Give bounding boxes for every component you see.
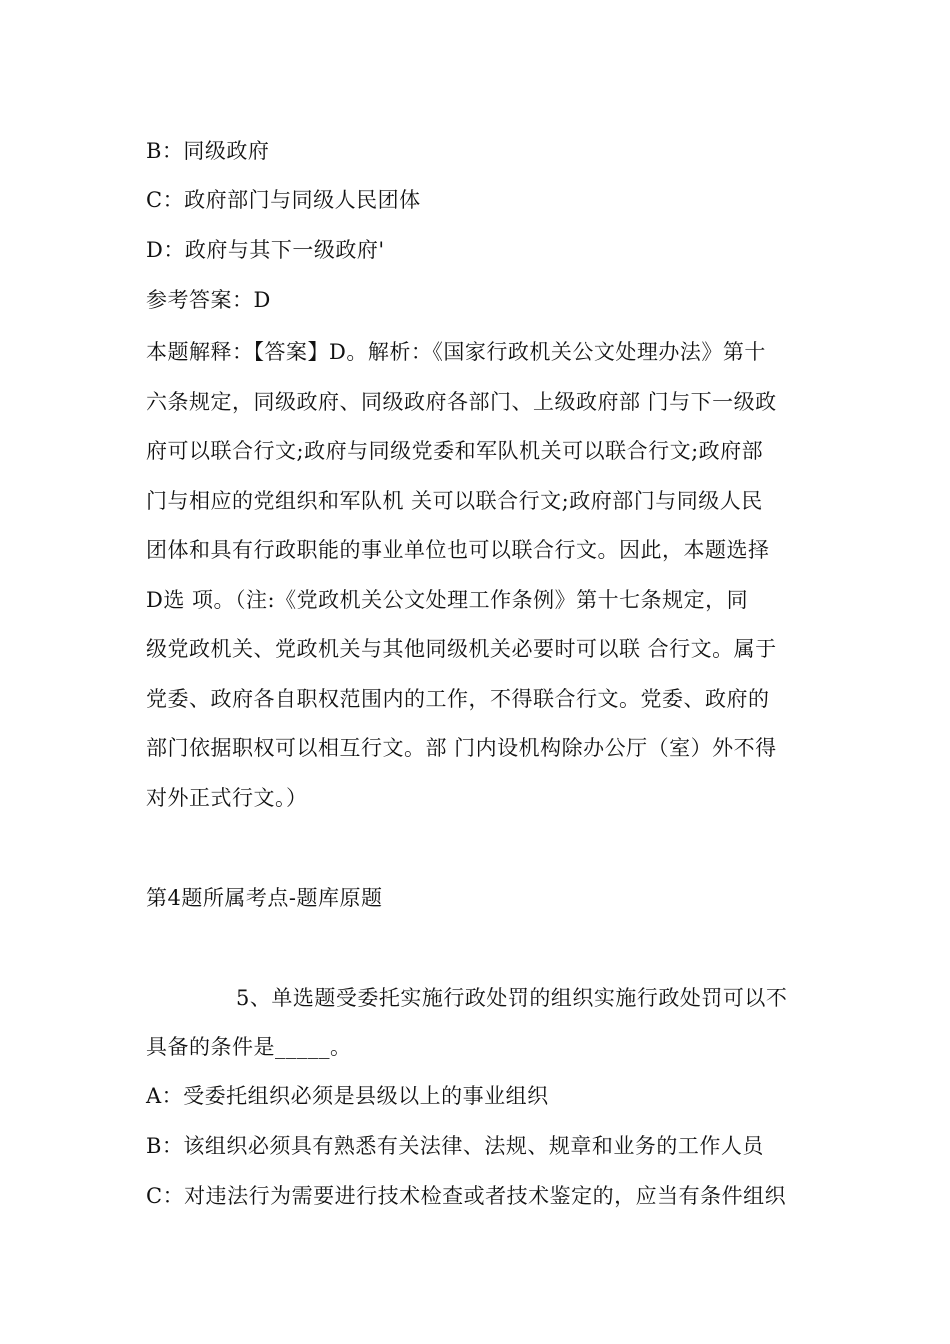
q4-option-c: C：政府部门与同级人民团体	[146, 188, 421, 212]
q5-question-line2: 具备的条件是_____。	[146, 1035, 352, 1059]
q5-question-line1: 5、单选题受委托实施行政处罚的组织实施行政处罚可以不	[236, 986, 788, 1010]
q5-option-b: B：该组织必须具有熟悉有关法律、法规、规章和业务的工作人员	[146, 1134, 764, 1158]
explanation-line: 部门依据职权可以相互行文。部 门内设机构除办公厅（室）外不得	[146, 736, 777, 760]
explanation-line: D选 项。（注:《党政机关公文处理工作条例》第十七条规定，同	[146, 587, 749, 612]
explanation-line: 门与相应的党组织和军队机 关可以联合行文;政府部门与同级人民	[146, 488, 763, 513]
q4-topic: 第4题所属考点-题库原题	[146, 886, 383, 910]
q4-option-d: D：政府与其下一级政府'	[146, 238, 385, 262]
explanation-line: 党委、政府各自职权范围内的工作，不得联合行文。党委、政府的	[146, 686, 770, 711]
explanation-line: 本题解释：【答案】D。解析：《国家行政机关公文处理办法》第十	[146, 340, 766, 364]
explanation-line: 级党政机关、党政机关与其他同级机关必要时可以联 合行文。属于	[146, 637, 777, 661]
explanation-line: 团体和具有行政职能的事业单位也可以联合行文。因此，本题选择	[146, 538, 770, 562]
explanation-line: 对外正式行文。）	[146, 785, 308, 810]
explanation-line: 六条规定，同级政府、同级政府各部门、上级政府部 门与下一级政	[146, 389, 777, 414]
q4-answer: 参考答案：D	[146, 288, 271, 312]
q4-explanation	[146, 328, 811, 823]
q5-option-c: C：对违法行为需要进行技术检查或者技术鉴定的，应当有条件组织	[146, 1184, 787, 1208]
explanation-line: 府可以联合行文;政府与同级党委和军队机关可以联合行文;政府部	[146, 439, 764, 463]
q5-option-a: A：受委托组织必须是县级以上的事业组织	[146, 1084, 549, 1108]
q4-option-b: B：同级政府	[146, 139, 270, 163]
